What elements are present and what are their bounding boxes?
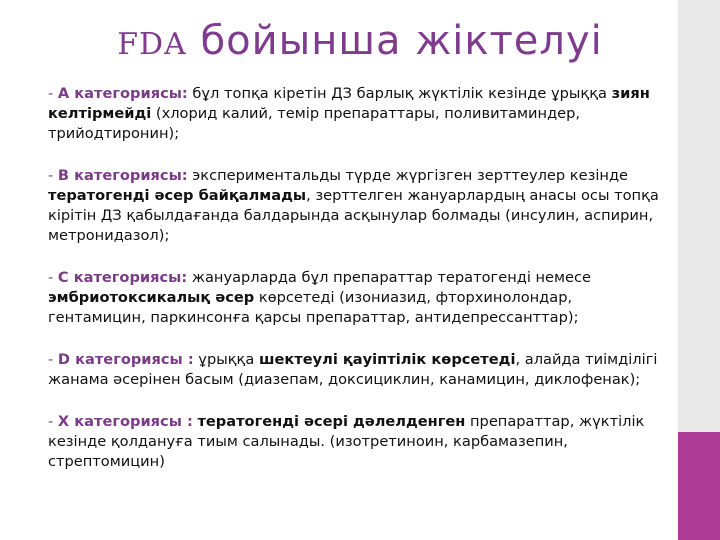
category-b-label: В категориясы: — [57, 167, 188, 184]
category-x-paragraph — [48, 412, 670, 472]
bullet-dash: - — [48, 351, 58, 368]
category-b-text-1: экспериментальды түрде жүргізген зерттеулер кезінде — [187, 167, 629, 184]
category-a-emphasis: зиян келтірмейді — [48, 85, 650, 122]
category-b-text-2: , зерттелген жануарлардың анасы осы топқа кірітін ДЗ қабылдағанда балдарында асқынулар болмады (инсулин, аспирин, метронидазол); — [48, 187, 659, 244]
slide-title — [0, 18, 720, 64]
category-c-label: С категориясы: — [57, 269, 188, 286]
title-prefix: FDA — [117, 27, 187, 62]
category-d-text-2: , алайда тиімділігі жанама әсерінен басым (диазепам, доксициклин, канамицин, диклофенак); — [48, 351, 658, 388]
category-d-emphasis: шектеулі қауіптілік көрсетеді — [258, 351, 516, 368]
title-rest: бойынша жіктелуі — [186, 18, 603, 64]
category-c-text-2: көрсетеді (изониазид, фторхинолондар, гентамицин, паркинсонға қарсы препараттар, антидепрессанттар); — [48, 289, 579, 326]
category-x-emphasis: тератогенді әсері дәлелденген — [197, 413, 466, 430]
sidebar-accent-block — [678, 432, 720, 540]
bullet-dash: - — [48, 269, 58, 286]
category-d-paragraph — [48, 350, 670, 390]
category-x-label: Х категориясы : — [57, 413, 193, 430]
bullet-dash: - — [48, 413, 58, 430]
sidebar-decoration — [678, 0, 720, 432]
category-b-emphasis: тератогенді әсер байқалмады — [48, 187, 307, 204]
category-a-text-1: бұл топқа кіретін ДЗ барлық жүктілік кезінде ұрыққа — [187, 85, 612, 102]
category-x-text-2: препараттар, жүктілік кезінде қолдануға тиым салынады. (изотретиноин, карбамазепин, стрептомицин) — [48, 413, 645, 470]
category-a-paragraph — [48, 84, 670, 144]
category-b-paragraph — [48, 166, 670, 246]
slide-content — [48, 84, 670, 472]
category-a-label: А категориясы: — [57, 85, 188, 102]
category-c-paragraph — [48, 268, 670, 328]
category-c-text-1: жануарларда бұл препараттар тератогенді немесе — [187, 269, 592, 286]
category-d-label: D категориясы : — [57, 351, 194, 368]
category-a-text-2: (хлорид калий, темір препараттары, поливитаминдер, трийодтиронин); — [48, 105, 581, 142]
bullet-dash: - — [48, 167, 58, 184]
category-d-text-1: ұрыққа — [193, 351, 259, 368]
bullet-dash: - — [48, 85, 58, 102]
category-c-emphasis: эмбриотоксикалық әсер — [48, 289, 255, 306]
